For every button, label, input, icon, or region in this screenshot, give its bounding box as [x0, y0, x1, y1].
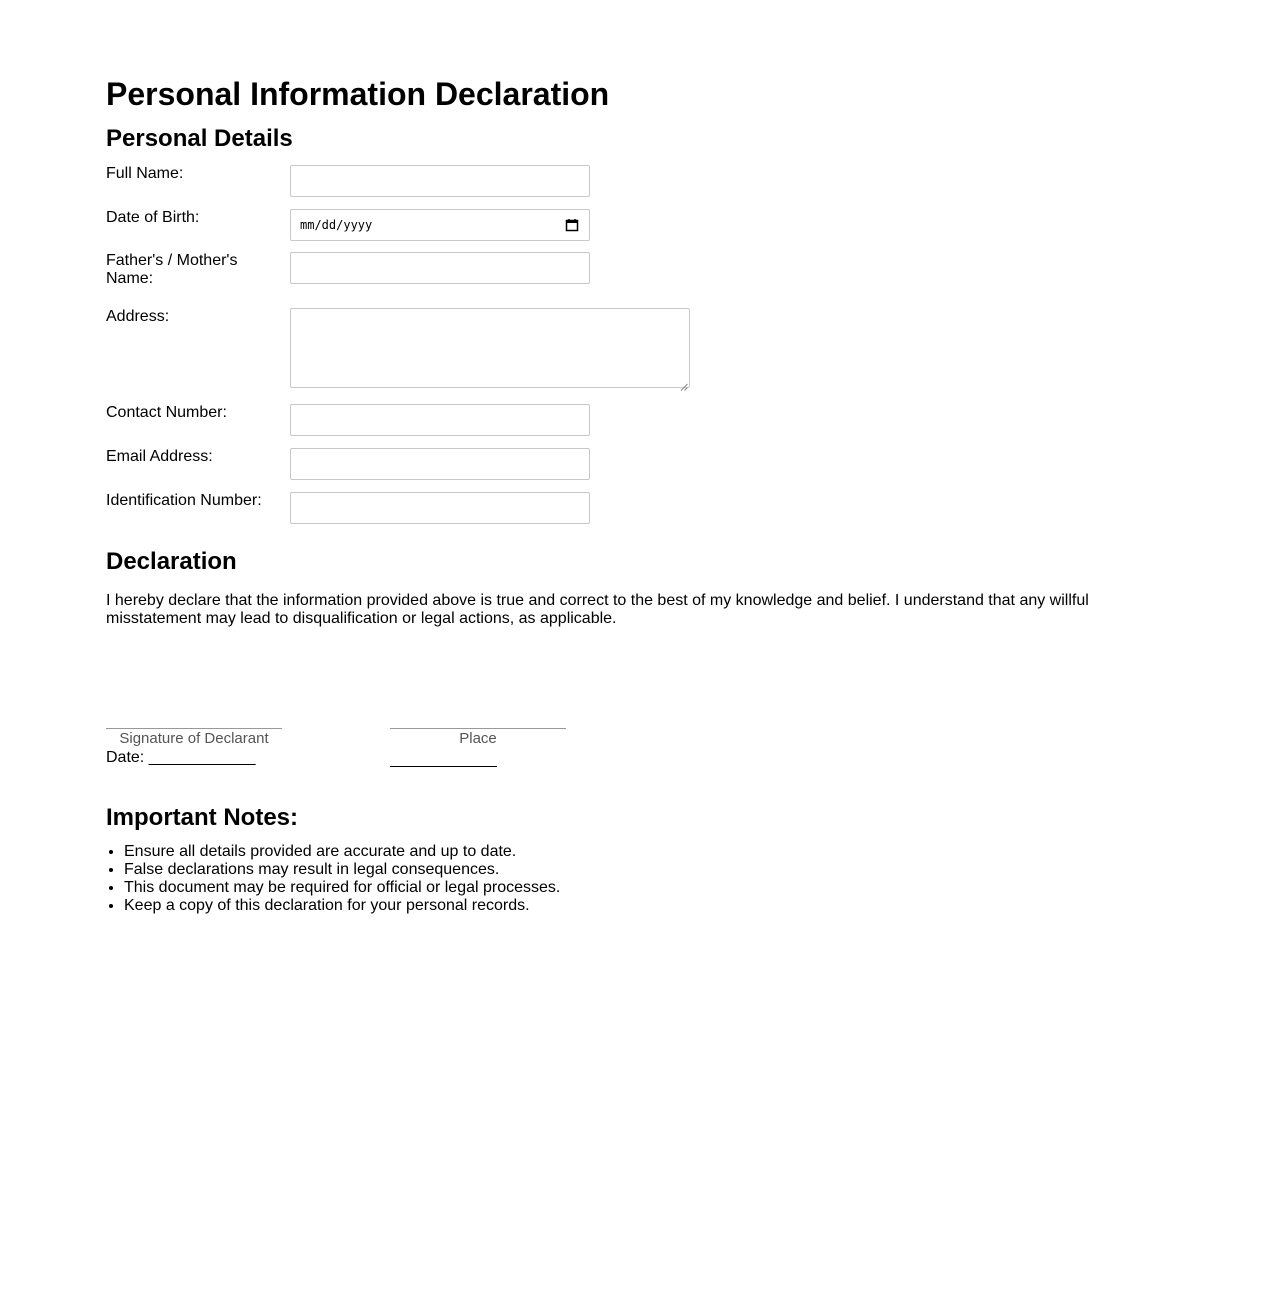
full-name-input[interactable] [290, 165, 590, 197]
list-item: • False declarations may result in legal consequences. [124, 861, 560, 879]
signature-line [106, 728, 282, 748]
list-item: • This document may be required for official or legal processes. [124, 879, 560, 897]
email-address-label: Email Address: [106, 448, 213, 465]
page-title: Personal Information Declaration [106, 76, 610, 112]
personal-details-heading: Personal Details [106, 125, 293, 152]
parent-name-label: Father's / Mother's Name: [106, 252, 238, 287]
date-of-birth-label: Date of Birth: [106, 209, 200, 226]
date-of-birth-placeholder: mm/dd/yyyy [300, 218, 373, 232]
calendar-icon[interactable] [565, 218, 579, 232]
contact-number-label: Contact Number: [106, 404, 227, 421]
address-textarea[interactable] [290, 308, 690, 388]
place-caption: Place [459, 730, 497, 747]
full-name-label: Full Name: [106, 165, 184, 182]
signature-caption: Signature of Declarant [119, 730, 269, 747]
identification-number-input[interactable] [290, 492, 590, 524]
address-label: Address: [106, 308, 170, 325]
important-notes-heading: Important Notes: [106, 804, 298, 831]
date-label: Date: ____________ [106, 749, 256, 766]
email-address-input[interactable] [290, 448, 590, 480]
place-blank-line [390, 766, 497, 767]
important-notes-list [106, 843, 560, 915]
contact-number-input[interactable] [290, 404, 590, 436]
identification-number-label: Identification Number: [106, 492, 262, 509]
declaration-text: I hereby declare that the information provided above is true and correct to the best of my knowledge and belief. I understand that any willful misstatement may lead to disqualification or legal actions, as applicable. [106, 592, 1089, 627]
parent-name-input[interactable] [290, 252, 590, 284]
declaration-heading: Declaration [106, 548, 237, 575]
date-of-birth-input[interactable] [290, 209, 590, 241]
list-item: • Keep a copy of this declaration for your personal records. [124, 897, 560, 915]
list-item: • Ensure all details provided are accurate and up to date. [124, 843, 560, 861]
place-line [390, 728, 566, 748]
